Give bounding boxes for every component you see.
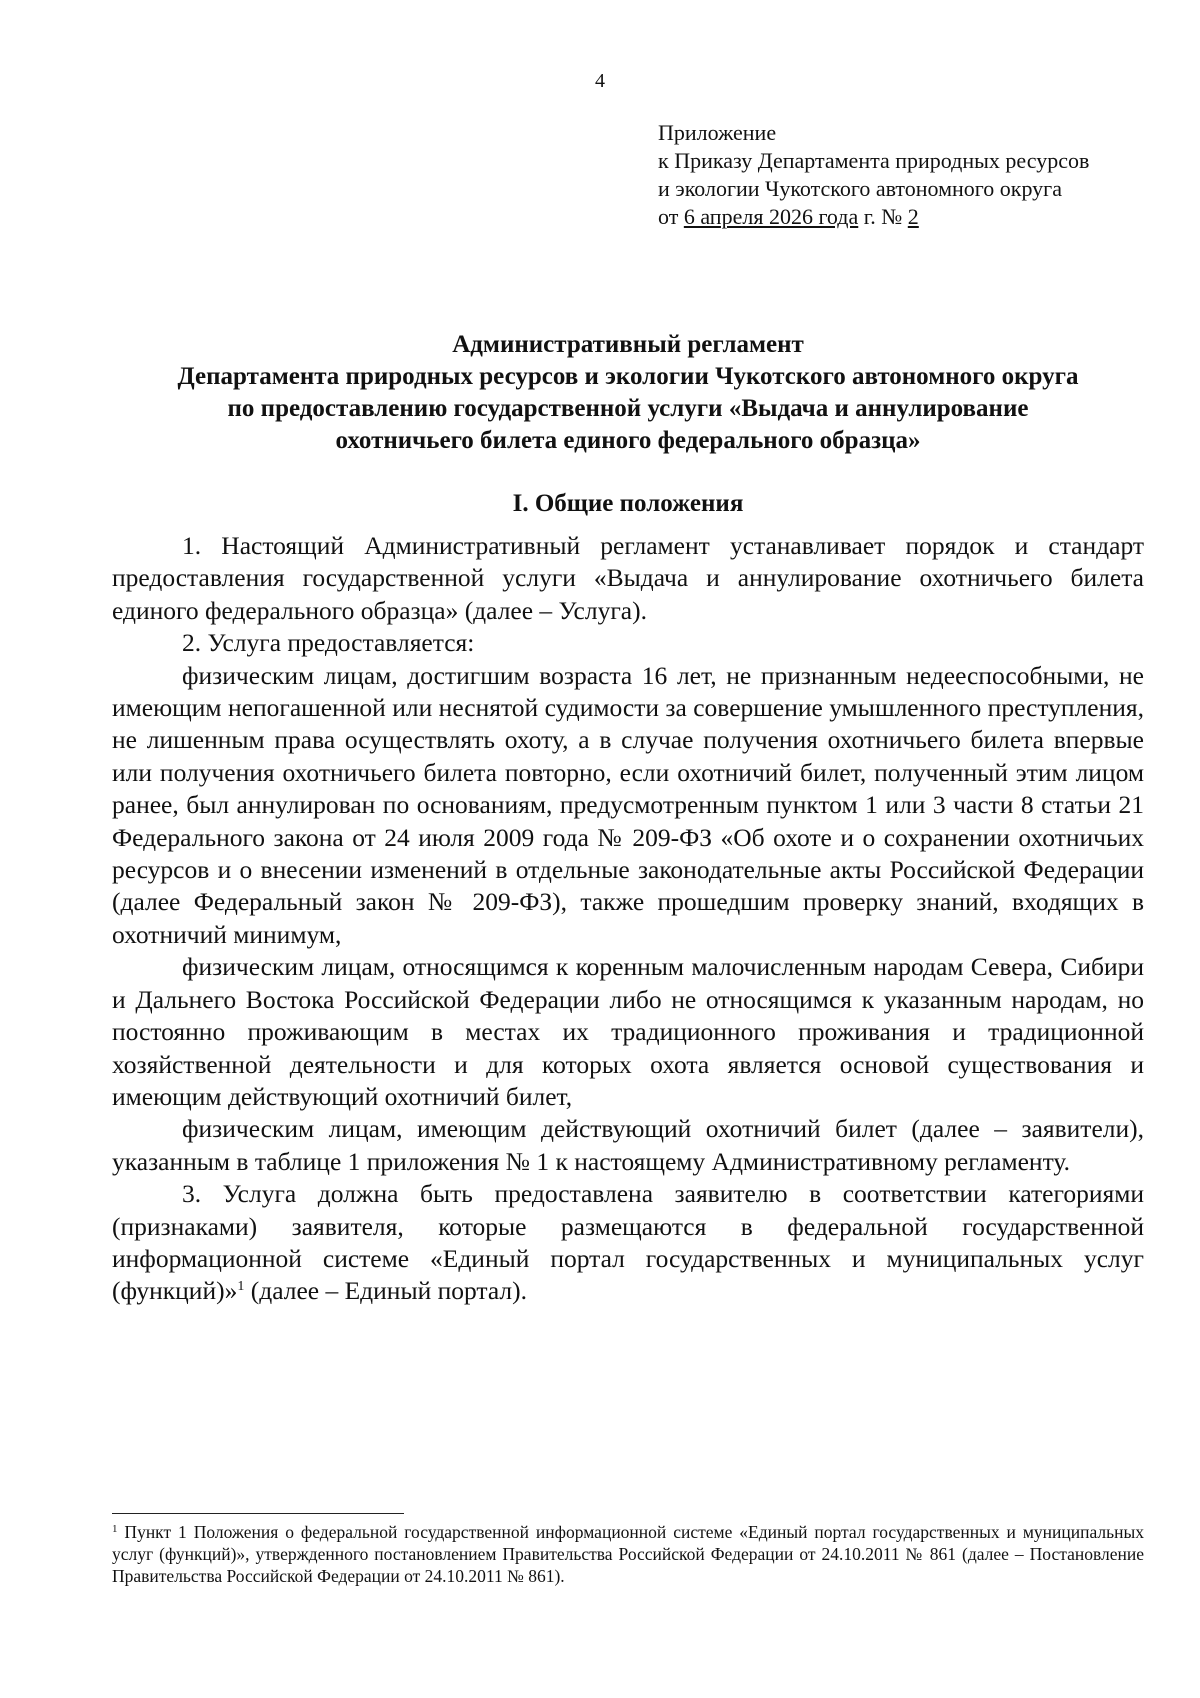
document-body [112,530,1144,1308]
footnote-text: Пункт 1 Положения о федеральной государственной информационной системе «Единый портал государственных и муниципальных услуг (функций)», утвержденного постановлением Правительства Российской Федерации от 24.10.2011 № 861 (далее – Постановление Правительства Российской Федерации от 24.10.2011 № 861). [112,1522,1144,1586]
page-number: 4 [595,70,605,92]
appendix-date-line [658,203,1178,231]
footnote-reference: 1 [237,1279,245,1295]
paragraph: 1. Настоящий Административный регламент устанавливает порядок и стандарт предоставления государственной услуги «Выдача и аннулирование охотничьего билета единого федерального образца» (далее – Услуга). [112,531,1144,625]
footnote-marker: 1 [112,1523,118,1535]
section-heading: I. Общие положения [512,490,744,517]
appendix-line: к Приказу Департамента природных ресурсов [658,148,1090,173]
number-prefix: г. № [858,204,908,229]
paragraph: физическим лицам, достигшим возраста 16 лет, не признанным недееспособными, не имеющим непогашенной или неснятой судимости за совершение умышленного преступления, не лишенным права осуществлять охоту, а в случае получения охотничьего билета впервые или получения охотничьего билета повторно, если охотничий билет, полученный этим лицом ранее, был аннулирован по основаниям, предусмотренным пунктом 1 или 3 части 8 статьи 21 Федерального закона от 24 июля 2009 года № 209-ФЗ «Об охоте и о сохранении охотничьих ресурсов и о внесении изменений в отдельные законодательные акты Российской Федерации (далее Федеральный закон № 209-ФЗ), также прошедшим проверку знаний, входящих в охотничий минимум, [112,660,1144,949]
paragraph: 2. Услуга предоставляется: [182,628,475,658]
paragraph [112,1178,1144,1308]
appendix-block [658,119,1178,231]
paragraph: физическим лицам, имеющим действующий охотничий билет (далее – заявители), указанным в таблице 1 приложения № 1 к настоящему Административному регламенту. [112,1114,1144,1176]
order-date: 6 апреля 2026 года [683,204,859,229]
document-title [112,329,1144,457]
appendix-line: и экологии Чукотского автономного округа [658,176,1062,201]
paragraph-text: 3. Услуга должна быть предоставлена заявителю в соответствии категориями (признаками) заявителя, которые размещаются в федеральной государственной информационной системе «Единый портал государственных и муниципальных услуг (функций)» [112,1179,1144,1306]
footnote [112,1521,1144,1587]
title-line: по предоставлению государственной услуги «Выдача и аннулирование [227,395,1029,422]
footnote-separator [112,1513,404,1514]
paragraph: физическим лицам, относящимся к коренным малочисленным народам Севера, Сибири и Дальнего Востока Российской Федерации либо не относящимся к указанным народам, но постоянно проживающим в местах их традиционного проживания и традиционной хозяйственной деятельности и для которых охота является основой существования и имеющим действующий охотничий билет, [112,952,1144,1111]
date-prefix: от [658,204,684,229]
title-line: охотничьего билета единого федерального образца» [335,427,921,454]
appendix-line: Приложение [658,120,777,145]
title-line: Административный регламент [452,331,804,358]
order-number: 2 [907,204,919,229]
paragraph-tail: (далее – Единый портал). [244,1276,528,1306]
title-line: Департамента природных ресурсов и экологии Чукотского автономного округа [177,363,1079,390]
